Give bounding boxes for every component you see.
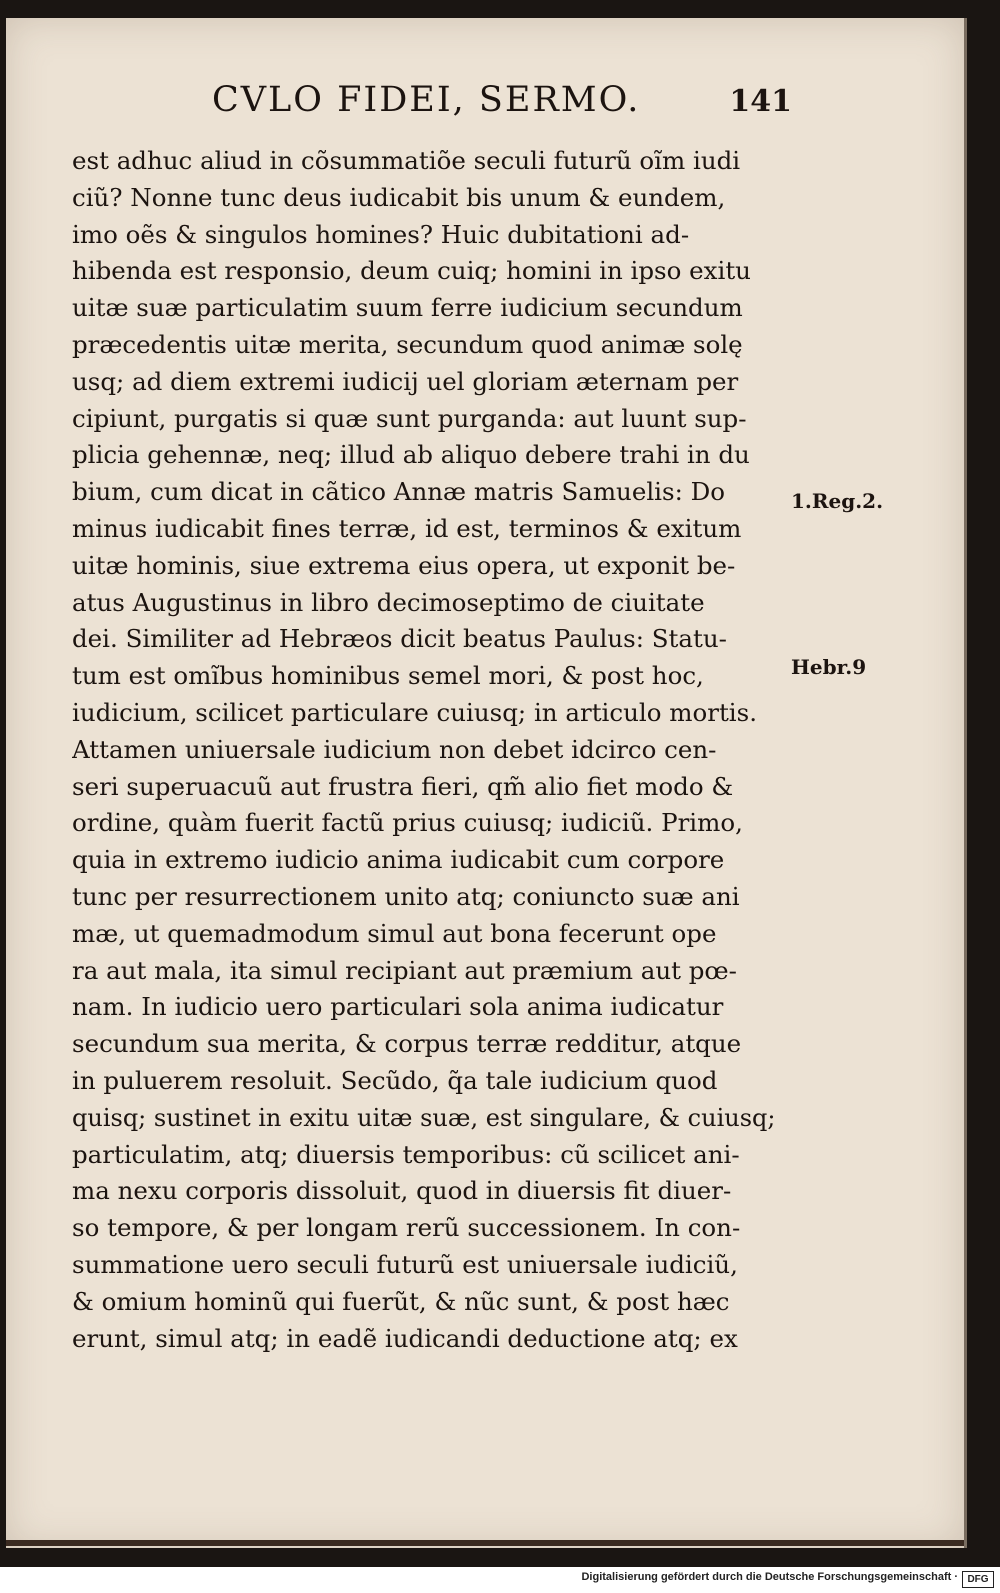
text-line: dei. Similiter ad Hebræos dicit beatus Paulus: Statu- [72, 624, 727, 654]
text-line: uitæ hominis, siue extrema eius opera, ut exponit be- [72, 550, 736, 580]
body-text [72, 143, 787, 1357]
text-line: imo oẽs & singulos homines? Huic dubitationi ad- [72, 219, 690, 249]
text-line: erunt, simul atq; in eadẽ iudicandi deductione atq; ex [72, 1323, 738, 1353]
text-line: præcedentis uitæ merita, secundum quod animæ solę [72, 329, 743, 359]
text-line: seri superuacuũ aut frustra fieri, qm̃ alio fiet modo & [72, 771, 734, 801]
text-line: secundum sua merita, & corpus terræ redditur, atque [72, 1029, 742, 1059]
page-bottom-edge [6, 1540, 964, 1546]
text-line: plicia gehennæ, neq; illud ab aliquo debere trahi in du [72, 440, 750, 470]
text-line: uitæ suæ particulatim suum ferre iudicium secundum [72, 293, 743, 323]
footer-credit: Digitalisierung gefördert durch die Deutsche Forschungsgemeinschaft · [581, 1571, 958, 1583]
text-line: nam. In iudicio uero particulari sola anima iudicatur [72, 992, 724, 1022]
text-line: in puluerem resoluit. Secũdo, q̃a tale iudicium quod [72, 1065, 718, 1095]
digitization-footer [0, 1567, 1000, 1593]
text-line: ma nexu corporis dissoluit, quod in diuersis fit diuer- [72, 1176, 732, 1206]
text-line: ordine, quàm fuerit factũ prius cuiusq; iudiciũ. Primo, [72, 808, 743, 838]
text-line: so tempore, & per longam rerũ successionem. In con- [72, 1213, 741, 1243]
text-line: atus Augustinus in libro decimoseptimo de ciuitate [72, 587, 705, 617]
margin-note-hebr: Hebr.9 [791, 655, 867, 679]
text-line: quia in extremo iudicio anima iudicabit cum corpore [72, 845, 725, 875]
text-line: summatione uero seculi futurũ est uniuersale iudiciũ, [72, 1249, 738, 1279]
text-line: est adhuc aliud in cõsummatiõe seculi futurũ oĩm iudi [72, 146, 741, 175]
text-line: ra aut mala, ita simul recipiant aut præmium aut pœ- [72, 955, 737, 985]
text-line: usq; ad diem extremi iudicij uel gloriam æternam per [72, 366, 739, 396]
text-line: & omium hominũ qui fuerũt, & nũc sunt, & post hæc [72, 1286, 730, 1316]
text-line: minus iudicabit fines terræ, id est, terminos & exitum [72, 513, 742, 543]
dfg-logo-icon: DFG [962, 1571, 994, 1588]
text-line: hibenda est responsio, deum cuiq; homini in ipso exitu [72, 256, 751, 286]
text-line: particulatim, atq; diuersis temporibus: cũ scilicet ani- [72, 1139, 740, 1169]
text-line: bium, cum dicat in cãtico Annæ matris Samuelis: Do [72, 477, 726, 507]
text-line: cipiunt, purgatis si quæ sunt purganda: aut luunt sup- [72, 403, 747, 433]
running-title: CVLO FIDEI, SERMO. [212, 80, 641, 120]
text-line: Attamen uniuersale iudicium non debet idcirco cen- [72, 734, 717, 764]
page-number: 141 [729, 84, 792, 119]
text-line: tunc per resurrectionem unito atq; coniuncto suæ ani [72, 881, 740, 911]
text-line: tum est omĩbus hominibus semel mori, & post hoc, [72, 661, 704, 691]
text-line: quisq; sustinet in exitu uitæ suæ, est singulare, & cuiusq; [72, 1103, 776, 1132]
text-line: mæ, ut quemadmodum simul aut bona fecerunt ope [72, 918, 717, 948]
page-header [212, 80, 792, 140]
text-line: ciũ? Nonne tunc deus iudicabit bis unum & eundem, [72, 182, 726, 212]
text-line: iudicium, scilicet particulare cuiusq; in articulo mortis. [72, 697, 757, 727]
margin-note-reg: 1.Reg.2. [791, 489, 884, 513]
